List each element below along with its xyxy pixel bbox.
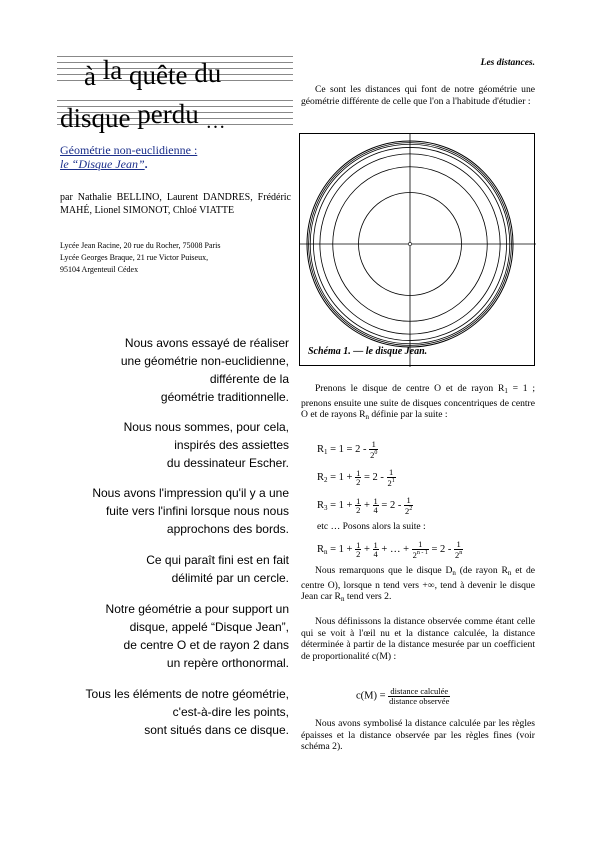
authors: par Nathalie BELLINO, Laurent DANDRES, Frédéric MAHÉ, Lionel SIMONOT, Chloé VIATTE	[60, 192, 291, 216]
figure-caption: Schéma 1. — le disque Jean.	[308, 346, 428, 357]
intro-paragraph-3: Nous avons l'impression qu'il y a une fuite vers l'infini lorsque nous nous approchons des bords.	[92, 486, 289, 536]
fraction: $\frac{1}{4}$	[373, 495, 378, 515]
fraction: $\frac{1}{2^n}$	[455, 539, 463, 560]
intro-paragraph-1: Nous avons essayé de réaliser une géométrie non-euclidienne, différente de la géométrie traditionnelle.	[120, 336, 289, 404]
fraction: $\frac{1}{2}$	[356, 539, 361, 559]
paragraph-rayons: Prenons le disque de centre O et de rayon $R_1 = 1$ ; prenons ensuite une suite de disques concentriques de centre O et de rayons $R_n$ définie par la suite :	[301, 383, 535, 422]
fraction: $\frac{1}{2^0}$	[370, 439, 378, 460]
equation-r2: $R_2 = 1$ + $\frac{1}{2}$ = 2 - $\frac{1}{2^1}$	[317, 467, 395, 488]
equation-cm: c(M) = $\frac{\text{distance calculée}}{\text{distance observée}}$	[356, 686, 450, 706]
intro-paragraph-5: Notre géométrie a pour support un disque, appelé “Disque Jean”, de centre O et de rayon 2 dans un repère orthonormal.	[105, 602, 289, 670]
subtitle: Géométrie non-euclidienne : le “Disque Jean”.	[60, 143, 198, 171]
figure-disque-jean	[299, 133, 535, 366]
center-point	[408, 242, 411, 245]
fraction: $\frac{1}{2^{n - 1}}$	[412, 539, 428, 560]
fraction: $\frac{1}{4}$	[373, 539, 378, 559]
title-line-2: disque perdu …	[60, 99, 226, 133]
equation-r3: $R_3 = 1$ + $\frac{1}{2}$ + $\frac{1}{4}$ = 2 - $\frac{1}{2^2}$	[317, 495, 413, 516]
disk-diagram	[300, 134, 536, 367]
intro-paragraph-6: Tous les éléments de notre géométrie, c'est-à-dire les points, sont situés dans ce disque.	[85, 687, 289, 737]
fraction: $\frac{1}{2^1}$	[387, 467, 395, 488]
paragraph-limite: Nous remarquons que le disque $D_n$ (de rayon $R_n$ et de centre O), lorsque n tend vers +∞, tend à devenir le disque Jean car $R_n$ tend vers 2.	[301, 565, 535, 604]
equation-r1: $R_1 = 1 = 2$ - $\frac{1}{2^0}$	[317, 439, 378, 460]
fraction: $\frac{1}{2}$	[356, 495, 361, 515]
etc-line: etc … Posons alors la suite :	[317, 521, 426, 532]
section-title: Les distances.	[480, 58, 535, 68]
equation-rn: $R_n = 1$ + $\frac{1}{2}$ + $\frac{1}{4}$ + … + $\frac{1}{2^{n - 1}}$ = 2 - $\frac{1}{2^n}$	[317, 539, 463, 560]
paragraph-distances: Nous définissons la distance observée comme étant celle qui se voit à l'œil nu et la distance calculée, la distance déterminée à partir de la distance mesurée par un coefficient de proportionalité c(M) :	[301, 616, 535, 662]
addresses: Lycée Jean Racine, 20 rue du Rocher, 75008 Paris Lycée Georges Braque, 21 rue Victor Puiseux, 95104 Argenteuil Cédex	[60, 241, 221, 274]
paragraph-intro-distances: Ce sont les distances qui font de notre géométrie une géométrie différente de celle que l'on a l'habitude d'étudier :	[301, 84, 535, 107]
fraction: $\frac{1}{2^2}$	[404, 495, 413, 516]
intro-paragraph-4: Ce qui paraît fini est en fait délimité par un cercle.	[146, 553, 289, 585]
fraction: $\frac{1}{2}$	[356, 467, 361, 487]
title-line-1: à la quête du	[84, 55, 222, 91]
fraction: $\frac{\text{distance calculée}}{\text{distance observée}}$	[389, 686, 450, 706]
paragraph-regles: Nous avons symbolisé la distance calculée par les règles épaisses et la distance observée par les règles fines (voir schéma 2).	[301, 718, 535, 753]
intro-paragraph-2: Nous nous sommes, pour cela, inspirés des assiettes du dessinateur Escher.	[123, 420, 289, 470]
